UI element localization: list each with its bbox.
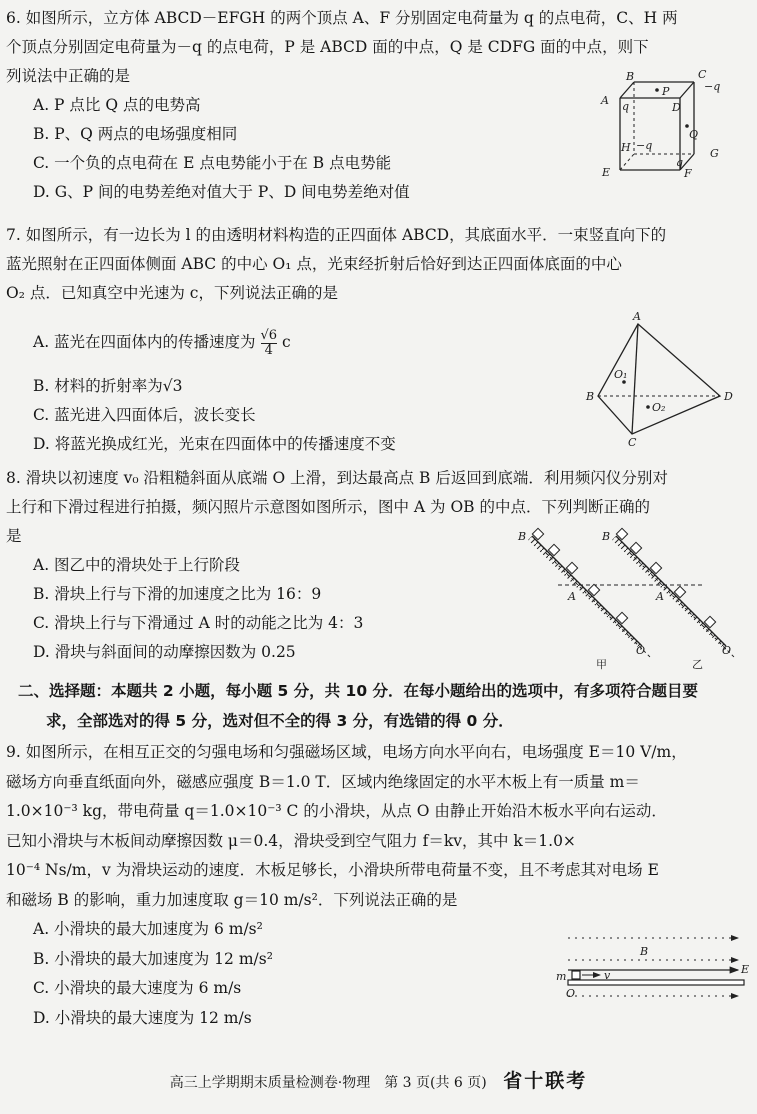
question-8-option-c: C. 滑块上行与下滑通过 A 时的动能之比为 4：3 <box>33 614 364 632</box>
question-6-line-1: 6. 如图所示，立方体 ABCD－EFGH 的两个顶点 A、F 分别固定电荷量为 q 的点电荷，C、H 两 <box>6 9 678 27</box>
question-9-line-5: 10⁻⁴ Ns/m，v 为滑块运动的速度．木板足够长，小滑块所带电荷量不变，且不考虑其对电场 E <box>6 861 659 879</box>
question-7-option-b: B. 材料的折射率为√3 <box>33 377 183 395</box>
cube-label-qh: −q <box>636 139 653 152</box>
question-7 <box>6 221 666 308</box>
question-8-option-b: B. 滑块上行与下滑的加速度之比为 16：9 <box>33 585 322 603</box>
field-label-v: v <box>604 969 611 982</box>
question-6-option-d: D. G、P 间的电势差绝对值大于 P、D 间电势差绝对值 <box>33 183 410 201</box>
page-footer <box>0 1066 757 1093</box>
question-6-option-b: B. P、Q 两点的电场强度相同 <box>33 125 238 143</box>
cube-label-qc: −q <box>704 80 721 93</box>
cube-label-e: E <box>602 166 611 179</box>
field-label-b: B <box>640 945 649 958</box>
tetra-label-c: C <box>628 436 637 449</box>
question-6-line-3: 列说法中正确的是 <box>6 67 131 85</box>
question-7-option-a-suffix: c <box>282 333 291 351</box>
incline-label-yi: 乙 <box>692 658 703 671</box>
incline-label-b2: B <box>602 530 611 543</box>
tetra-label-a: A <box>633 310 641 323</box>
tetrahedron-figure <box>580 312 738 452</box>
question-8-line-3: 是 <box>6 527 22 545</box>
field-label-e: E <box>741 963 750 976</box>
incline-label-jia: 甲 <box>596 658 607 671</box>
section-2-line-1: 二、选择题：本题共 2 小题，每小题 5 分，共 10 分．在每小题给出的选项中，有多项符合题目要 <box>18 682 699 700</box>
tetra-label-b: B <box>586 390 595 403</box>
cube-label-p: P <box>662 85 670 98</box>
cube-label-f: F <box>684 167 692 180</box>
question-8-line-1: 8. 滑块以初速度 v₀ 沿粗糙斜面从底端 O 上滑，到达最高点 B 后返回到底端．利用频闪仪分别对 <box>6 469 668 487</box>
field-label-m: m <box>556 970 567 983</box>
incline-label-a1: A <box>568 590 576 603</box>
tetra-label-d: D <box>724 390 733 403</box>
question-9-line-4: 已知小滑块与木板间动摩擦因数 μ＝0.4，滑块受到空气阻力 f＝kv，其中 k＝1.0× <box>6 831 576 850</box>
question-6-line-2: 个顶点分别固定电荷量为－q 的点电荷，P 是 ABCD 面的中点，Q 是 CDFG 面的中点，则下 <box>6 38 649 56</box>
question-7-option-a <box>6 322 291 362</box>
question-9-line-6: 和磁场 B 的影响，重力加速度取 g＝10 m/s²．下列说法正确的是 <box>6 890 458 909</box>
tetra-label-o1: O₁ <box>614 368 628 381</box>
cube-label-q: Q <box>689 128 699 141</box>
question-7-line-2: 蓝光照射在正四面体侧面 ABC 的中心 O₁ 点，光束经折射后恰好到达正四面体底面的中心 <box>6 255 622 273</box>
question-7-option-a-prefix: A. 蓝光在四面体内的传播速度为 <box>33 333 256 351</box>
cube-label-qa: q <box>622 100 630 113</box>
cube-label-d: D <box>672 101 681 114</box>
question-9-option-c: C. 小滑块的最大速度为 6 m/s <box>33 979 242 997</box>
incline-figure <box>512 526 742 672</box>
question-9-line-1: 9. 如图所示，在相互正交的匀强电场和匀强磁场区域，电场方向水平向右，电场强度 E＝10 V/m， <box>6 743 687 761</box>
question-9-option-a: A. 小滑块的最大加速度为 6 m/s² <box>33 920 263 938</box>
question-7-option-c: C. 蓝光进入四面体后，波长变长 <box>33 406 256 424</box>
brand-logo: 省十联考 <box>503 1070 588 1092</box>
question-9-line-3: 1.0×10⁻³ kg，带电荷量 q＝1.0×10⁻³ C 的小滑块，从点 O 由静止开始沿木板水平向右运动． <box>6 802 667 820</box>
cube-label-c: C <box>698 68 707 81</box>
section-2-header <box>18 676 698 736</box>
question-6 <box>6 4 678 207</box>
fraction-root6-over-4: $\frac{√6}{4}$ <box>260 327 278 358</box>
question-6-option-a: A. P 点比 Q 点的电势高 <box>33 96 201 114</box>
incline-label-b1: B <box>518 530 527 543</box>
section-2-line-2: 求，全部选对的得 5 分，选对但不全的得 3 分，有选错的得 0 分． <box>46 712 514 730</box>
question-8-line-2: 上行和下滑过程进行拍摄，频闪照片示意图如图所示，图中 A 为 OB 的中点．下列判断正确的 <box>6 498 651 516</box>
cube-label-g: G <box>710 147 719 160</box>
question-8-option-a: A. 图乙中的滑块处于上行阶段 <box>33 556 241 574</box>
question-7-line-1: 7. 如图所示，有一边长为 l 的由透明材料构造的正四面体 ABCD，其底面水平．一束竖直向下的 <box>6 226 667 244</box>
incline-label-a2: A <box>656 590 664 603</box>
question-9-option-b: B. 小滑块的最大加速度为 12 m/s² <box>33 949 273 968</box>
question-7-option-d: D. 将蓝光换成红光，光束在四面体中的传播速度不变 <box>33 435 396 453</box>
question-9-option-d: D. 小滑块的最大速度为 12 m/s <box>33 1008 252 1027</box>
tetra-label-o2: O₂ <box>652 401 666 414</box>
question-8-option-d: D. 滑块与斜面间的动摩擦因数为 0.25 <box>33 643 296 661</box>
question-6-option-c: C. 一个负的点电荷在 E 点电势能小于在 B 点电势能 <box>33 154 392 172</box>
field-figure <box>548 928 748 1004</box>
field-label-o: O <box>566 987 576 1000</box>
cube-label-a: A <box>601 94 609 107</box>
question-7-line-3: O₂ 点．已知真空中光速为 c，下列说法正确的是 <box>6 284 338 302</box>
question-7-options <box>6 372 396 459</box>
incline-label-o1: O <box>636 644 646 657</box>
cube-figure <box>596 66 736 184</box>
incline-label-o2: O <box>722 644 732 657</box>
question-9-line-2: 磁场方向垂直纸面向外，磁感应强度 B＝1.0 T．区域内绝缘固定的水平木板上有一质量 m＝ <box>6 772 640 791</box>
footer-text: 高三上学期期末质量检测卷·物理 第 3 页(共 6 页) <box>169 1075 487 1091</box>
cube-label-h: H <box>621 141 631 154</box>
cube-label-b: B <box>626 70 635 83</box>
cube-label-qf: q <box>676 156 684 169</box>
